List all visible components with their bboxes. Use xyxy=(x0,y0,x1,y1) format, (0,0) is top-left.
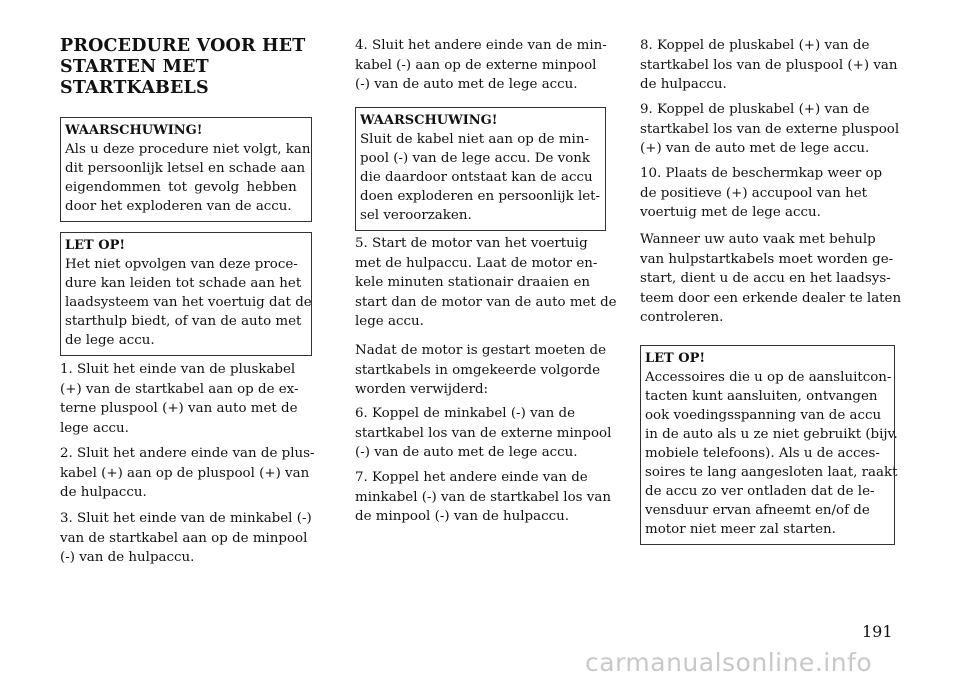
step-line: lege accu. xyxy=(355,314,424,329)
caution-line: mobiele telefoons). Als u de acces- xyxy=(645,446,880,461)
step-line: de hulpaccu. xyxy=(60,485,147,500)
warning-line: sel veroorzaken. xyxy=(360,208,472,223)
step-line: de positieve (+) accupool van het xyxy=(640,185,868,201)
step-line: lege accu. xyxy=(60,420,129,436)
warning-line: die daardoor ontstaat kan de accu xyxy=(360,170,593,185)
step-line: startkabel los van de externe minpool xyxy=(355,425,612,441)
note-line: Nadat de motor is gestart moeten de xyxy=(355,343,607,358)
caution-line: laadsysteem van het voertuig dat de xyxy=(65,295,312,310)
step-line: kele minuten stationair draaien en xyxy=(355,275,591,290)
warning-line: dit persoonlijk letsel en schade aan xyxy=(65,161,306,176)
step-7 xyxy=(355,468,611,527)
step-line: kabel (+) aan op de pluspool (+) van xyxy=(60,465,310,481)
warning-line: Als u deze procedure niet volgt, kan xyxy=(65,142,311,157)
caution-line: tacten kunt aansluiten, ontvangen xyxy=(645,389,878,404)
heading-line: STARTEN MET xyxy=(60,57,209,77)
step-line: 5. Start de motor van het voertuig xyxy=(355,236,588,251)
caution-line: motor niet meer zal starten. xyxy=(645,522,836,537)
caution-box xyxy=(640,345,898,545)
step-line: minkabel (-) van de startkabel los van xyxy=(355,489,611,505)
removal-note xyxy=(355,341,606,400)
warning-line: doen exploderen en persoonlijk let- xyxy=(360,189,601,204)
step-line: (-) van de auto met de lege accu. xyxy=(355,445,578,460)
advice-line: Wanneer uw auto vaak met behulp xyxy=(640,232,876,247)
caution-line: de lege accu. xyxy=(65,333,155,348)
step-9 xyxy=(640,100,900,159)
section-heading xyxy=(60,36,312,99)
note-line: startkabels in omgekeerde volgorde xyxy=(355,362,601,378)
step-1 xyxy=(60,360,312,438)
advice-line: teem door een erkende dealer te laten xyxy=(640,290,902,306)
step-line: start dan de motor van de auto met de xyxy=(355,294,617,310)
caution-line: vensduur ervan afneemt en/of de xyxy=(645,503,870,518)
caution-line: starthulp biedt, of van de auto met xyxy=(65,314,302,329)
step-4 xyxy=(355,36,606,95)
caution-title: LET OP! xyxy=(645,351,706,366)
advice-line: van hulpstartkabels moet worden ge- xyxy=(640,251,894,267)
step-line: 7. Koppel het andere einde van de xyxy=(355,470,588,485)
caution-line: Accessoires die u op de aansluitcon- xyxy=(645,370,892,385)
step-5 xyxy=(355,234,617,332)
step-line: 2. Sluit het andere einde van de plus- xyxy=(60,446,315,461)
step-line: 10. Plaats de beschermkap weer op xyxy=(640,166,883,181)
note-line: worden verwijderd: xyxy=(355,382,489,397)
step-8 xyxy=(640,36,898,95)
step-10 xyxy=(640,164,895,223)
caution-line: Het niet opvolgen van deze proce- xyxy=(65,257,298,272)
step-line: startkabel los van de pluspool (+) van xyxy=(640,57,898,73)
caution-line: dure kan leiden tot schade aan het xyxy=(65,276,302,291)
step-line: 1. Sluit het einde van de pluskabel xyxy=(60,362,296,377)
advice-line: controleren. xyxy=(640,310,724,325)
step-line: de minpool (-) van de hulpaccu. xyxy=(355,509,569,524)
heading-line: STARTKABELS xyxy=(60,78,209,98)
step-line: 6. Koppel de minkabel (-) van de xyxy=(355,406,575,421)
caution-line: in de auto als u ze niet gebruikt (bijv. xyxy=(645,427,898,442)
warning-title: WAARSCHUWING! xyxy=(360,113,498,128)
heading-line: PROCEDURE VOOR HET xyxy=(60,36,306,56)
step-line: 8. Koppel de pluskabel (+) van de xyxy=(640,38,870,53)
warning-line: pool (-) van de lege accu. De vonk xyxy=(360,151,591,166)
step-line: (-) van de hulpaccu. xyxy=(60,550,195,565)
watermark: carmanualsonline.info xyxy=(585,648,873,677)
step-line: (-) van de auto met de lege accu. xyxy=(355,77,578,92)
step-line: kabel (-) aan op de externe minpool xyxy=(355,57,597,73)
step-line: (+) van de startkabel aan op de ex- xyxy=(60,381,299,397)
caution-box xyxy=(60,232,312,356)
step-line: met de hulpaccu. Laat de motor en- xyxy=(355,255,598,271)
step-line: 4. Sluit het andere einde van de min- xyxy=(355,38,607,53)
warning-line: Sluit de kabel niet aan op de min- xyxy=(360,132,589,147)
caution-title: LET OP! xyxy=(65,238,126,253)
warning-box xyxy=(355,107,606,231)
step-line: terne pluspool (+) van auto met de xyxy=(60,401,298,416)
warning-line: door het exploderen van de accu. xyxy=(65,199,292,214)
step-line: startkabel los van de externe pluspool xyxy=(640,121,900,137)
step-line: 9. Koppel de pluskabel (+) van de xyxy=(640,102,870,117)
page-number: 191 xyxy=(862,622,893,641)
caution-line: soires te lang aangesloten laat, raakt xyxy=(645,465,898,480)
step-line: van de startkabel aan op de minpool xyxy=(60,530,308,546)
caution-line: de accu zo ver ontladen dat de le- xyxy=(645,484,875,499)
step-line: 3. Sluit het einde van de minkabel (-) xyxy=(60,511,312,526)
step-2 xyxy=(60,444,315,503)
advice-line: start, dient u de accu en het laadsys- xyxy=(640,271,891,286)
step-6 xyxy=(355,404,612,463)
dealer-advice xyxy=(640,230,902,328)
step-line: voertuig met de lege accu. xyxy=(640,205,821,220)
warning-title: WAARSCHUWING! xyxy=(65,123,203,138)
caution-line: ook voedingsspanning van de accu xyxy=(645,408,882,423)
warning-line: eigendommen tot gevolg hebben xyxy=(65,180,297,195)
step-line: (+) van de auto met de lege accu. xyxy=(640,141,870,156)
step-3 xyxy=(60,509,312,568)
warning-box xyxy=(60,117,312,222)
step-line: de hulpaccu. xyxy=(640,77,727,92)
